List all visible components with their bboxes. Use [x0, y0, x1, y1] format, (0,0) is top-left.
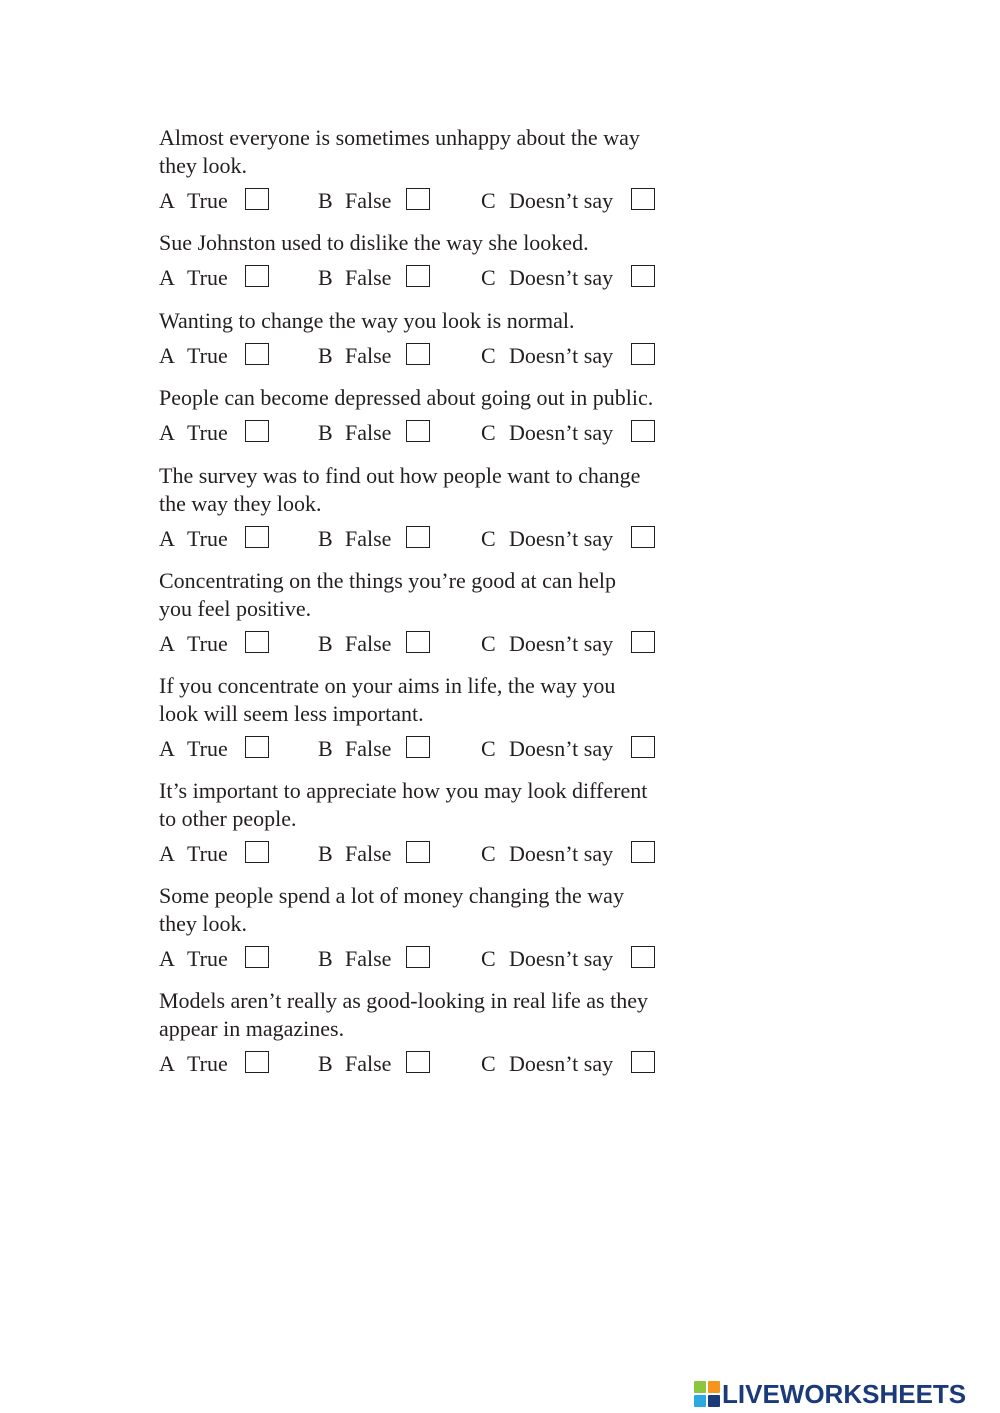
answer-checkbox-doesnt-say[interactable]	[631, 420, 655, 442]
option-letter: B	[318, 343, 333, 368]
answer-checkbox-false[interactable]	[406, 343, 430, 365]
option-letter: B	[318, 265, 333, 290]
question-text-line: look will seem less important.	[159, 701, 424, 726]
option-label: False	[345, 265, 392, 290]
option-label: True	[187, 265, 228, 290]
option-letter: B	[318, 631, 333, 656]
option-label: False	[345, 841, 392, 866]
option-letter: A	[159, 1051, 175, 1076]
option-label: Doesn’t say	[509, 343, 614, 368]
answer-checkbox-true[interactable]	[245, 265, 269, 287]
option-letter: A	[159, 188, 175, 213]
answer-checkbox-false[interactable]	[406, 1051, 430, 1073]
option-label: Doesn’t say	[509, 526, 614, 551]
option-letter: B	[318, 946, 333, 971]
option-label: False	[345, 736, 392, 761]
option-letter: C	[481, 841, 496, 866]
answer-checkbox-doesnt-say[interactable]	[631, 736, 655, 758]
option-letter: A	[159, 343, 175, 368]
answer-checkbox-false[interactable]	[406, 631, 430, 653]
answer-checkbox-true[interactable]	[245, 631, 269, 653]
question-text-line: they look.	[159, 153, 247, 178]
answer-checkbox-doesnt-say[interactable]	[631, 265, 655, 287]
question-text-line: appear in magazines.	[159, 1016, 345, 1041]
question-text-line: the way they look.	[159, 491, 322, 516]
answer-checkbox-false[interactable]	[406, 946, 430, 968]
answer-checkbox-doesnt-say[interactable]	[631, 631, 655, 653]
answer-checkbox-doesnt-say[interactable]	[631, 188, 655, 210]
option-letter: B	[318, 736, 333, 761]
option-label: Doesn’t say	[509, 736, 614, 761]
option-letter: C	[481, 265, 496, 290]
option-label: Doesn’t say	[509, 841, 614, 866]
option-letter: C	[481, 526, 496, 551]
option-label: True	[187, 631, 228, 656]
answer-options	[0, 944, 760, 974]
answer-checkbox-true[interactable]	[245, 343, 269, 365]
option-label: Doesn’t say	[509, 188, 614, 213]
option-label: False	[345, 946, 392, 971]
answer-checkbox-false[interactable]	[406, 736, 430, 758]
option-letter: C	[481, 631, 496, 656]
answer-options	[0, 629, 760, 659]
answer-checkbox-doesnt-say[interactable]	[631, 1051, 655, 1073]
answer-checkbox-false[interactable]	[406, 188, 430, 210]
option-label: Doesn’t say	[509, 265, 614, 290]
option-label: Doesn’t say	[509, 420, 614, 445]
question-text-line: If you concentrate on your aims in life, the way you	[159, 673, 616, 698]
option-label: Doesn’t say	[509, 1051, 614, 1076]
answer-checkbox-false[interactable]	[406, 526, 430, 548]
answer-checkbox-doesnt-say[interactable]	[631, 343, 655, 365]
question-text-line: Almost everyone is sometimes unhappy about the way	[159, 125, 640, 150]
answer-checkbox-false[interactable]	[406, 420, 430, 442]
option-letter: B	[318, 1051, 333, 1076]
answer-checkbox-false[interactable]	[406, 265, 430, 287]
question-text-line: Some people spend a lot of money changing the way	[159, 883, 624, 908]
question-text-line: It’s important to appreciate how you may look different	[159, 778, 648, 803]
option-label: Doesn’t say	[509, 631, 614, 656]
brand-text: LIVEWORKSHEETS	[722, 1379, 967, 1409]
option-letter: B	[318, 526, 333, 551]
question-text-line: Wanting to change the way you look is normal.	[159, 308, 575, 333]
option-letter: C	[481, 343, 496, 368]
answer-checkbox-true[interactable]	[245, 188, 269, 210]
answer-checkbox-true[interactable]	[245, 841, 269, 863]
question-text-line: The survey was to find out how people want to change	[159, 463, 641, 488]
answer-options	[0, 341, 760, 371]
option-label: False	[345, 1051, 392, 1076]
option-letter: B	[318, 188, 333, 213]
option-letter: C	[481, 188, 496, 213]
question-text-line: People can become depressed about going out in public.	[159, 385, 654, 410]
question-text-line: they look.	[159, 911, 247, 936]
option-letter: C	[481, 736, 496, 761]
option-label: True	[187, 736, 228, 761]
question-text-line: Models aren’t really as good-looking in real life as they	[159, 988, 648, 1013]
option-letter: C	[481, 420, 496, 445]
option-label: True	[187, 1051, 228, 1076]
answer-checkbox-false[interactable]	[406, 841, 430, 863]
answer-checkbox-doesnt-say[interactable]	[631, 841, 655, 863]
answer-checkbox-true[interactable]	[245, 526, 269, 548]
answer-options	[0, 839, 760, 869]
option-label: False	[345, 631, 392, 656]
liveworksheets-brand	[694, 1378, 994, 1410]
option-label: True	[187, 343, 228, 368]
answer-checkbox-doesnt-say[interactable]	[631, 526, 655, 548]
option-letter: A	[159, 946, 175, 971]
option-letter: A	[159, 265, 175, 290]
option-letter: A	[159, 736, 175, 761]
option-label: Doesn’t say	[509, 946, 614, 971]
answer-options	[0, 263, 760, 293]
option-label: False	[345, 420, 392, 445]
question-text-line: Sue Johnston used to dislike the way she looked.	[159, 230, 589, 255]
option-letter: A	[159, 631, 175, 656]
option-label: False	[345, 526, 392, 551]
option-letter: A	[159, 420, 175, 445]
answer-checkbox-true[interactable]	[245, 1051, 269, 1073]
option-letter: C	[481, 946, 496, 971]
option-letter: B	[318, 841, 333, 866]
question-text-line: you feel positive.	[159, 596, 312, 621]
option-label: False	[345, 343, 392, 368]
option-letter: A	[159, 841, 175, 866]
option-label: False	[345, 188, 392, 213]
answer-checkbox-true[interactable]	[245, 420, 269, 442]
answer-checkbox-true[interactable]	[245, 946, 269, 968]
question-text-line: to other people.	[159, 806, 297, 831]
option-label: True	[187, 188, 228, 213]
option-label: True	[187, 946, 228, 971]
liveworksheets-logo-icon	[694, 1381, 720, 1407]
option-letter: C	[481, 1051, 496, 1076]
answer-options	[0, 1049, 760, 1079]
option-label: True	[187, 841, 228, 866]
option-letter: A	[159, 526, 175, 551]
answer-options	[0, 524, 760, 554]
answer-checkbox-true[interactable]	[245, 736, 269, 758]
option-label: True	[187, 420, 228, 445]
answer-options	[0, 186, 760, 216]
answer-options	[0, 418, 760, 448]
answer-checkbox-doesnt-say[interactable]	[631, 946, 655, 968]
option-letter: B	[318, 420, 333, 445]
question-text-line: Concentrating on the things you’re good at can help	[159, 568, 616, 593]
answer-options	[0, 734, 760, 764]
option-label: True	[187, 526, 228, 551]
